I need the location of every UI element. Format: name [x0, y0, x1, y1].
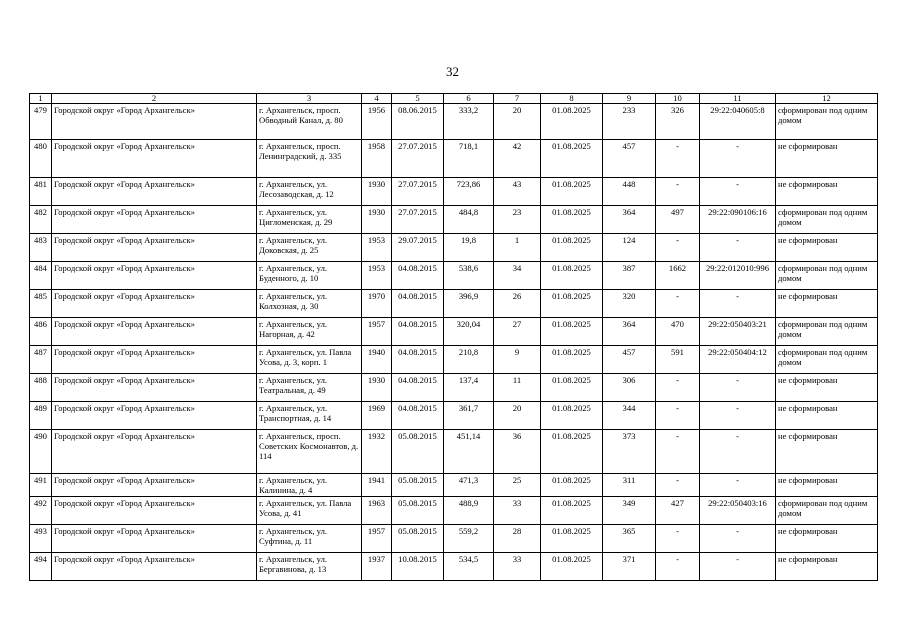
- value-cell: 349: [603, 497, 656, 525]
- year-cell: 1957: [362, 318, 392, 346]
- address-cell: г. Архангельск, просп. Ленинградский, д. 335: [257, 140, 362, 178]
- address-cell: г. Архангельск, ул. Павла Усова, д. 41: [257, 497, 362, 525]
- municipality-cell: Городской округ «Город Архангельск»: [52, 346, 257, 374]
- year-cell: 1940: [362, 346, 392, 374]
- table-row: [30, 430, 878, 474]
- status-cell: не сформирован: [776, 525, 878, 553]
- row-number: 479: [30, 104, 52, 140]
- area-cell: 210,8: [444, 346, 494, 374]
- residents-cell: 25: [494, 474, 541, 497]
- municipality-cell: Городской округ «Город Архангельск»: [52, 553, 257, 581]
- value-cell: 497: [656, 206, 700, 234]
- cadastral-number-cell: -: [700, 140, 776, 178]
- year-cell: 1958: [362, 140, 392, 178]
- column-header: 10: [656, 94, 700, 104]
- column-header: 4: [362, 94, 392, 104]
- table-row: [30, 178, 878, 206]
- value-cell: 470: [656, 318, 700, 346]
- value-cell: 365: [603, 525, 656, 553]
- deadline-cell: 01.08.2025: [541, 262, 603, 290]
- value-cell: 448: [603, 178, 656, 206]
- value-cell: 233: [603, 104, 656, 140]
- value-cell: 457: [603, 140, 656, 178]
- deadline-cell: 01.08.2025: [541, 104, 603, 140]
- status-cell: сформирован под одним домом: [776, 346, 878, 374]
- column-header: 9: [603, 94, 656, 104]
- date-cell: 05.08.2015: [392, 474, 444, 497]
- year-cell: 1957: [362, 525, 392, 553]
- status-cell: не сформирован: [776, 234, 878, 262]
- deadline-cell: 01.08.2025: [541, 474, 603, 497]
- header-row: [30, 94, 878, 104]
- cadastral-number-cell: -: [700, 553, 776, 581]
- municipality-cell: Городской округ «Город Архангельск»: [52, 525, 257, 553]
- municipality-cell: Городской округ «Город Архангельск»: [52, 290, 257, 318]
- year-cell: 1970: [362, 290, 392, 318]
- year-cell: 1930: [362, 374, 392, 402]
- area-cell: 451,14: [444, 430, 494, 474]
- date-cell: 05.08.2015: [392, 497, 444, 525]
- column-header: 3: [257, 94, 362, 104]
- area-cell: 396,9: [444, 290, 494, 318]
- value-cell: -: [656, 290, 700, 318]
- cadastral-number-cell: 29:22:050403:21: [700, 318, 776, 346]
- year-cell: 1941: [362, 474, 392, 497]
- date-cell: 29.07.2015: [392, 234, 444, 262]
- municipality-cell: Городской округ «Город Архангельск»: [52, 402, 257, 430]
- residents-cell: 26: [494, 290, 541, 318]
- cadastral-number-cell: -: [700, 290, 776, 318]
- cadastral-number-cell: 29:22:050403:16: [700, 497, 776, 525]
- date-cell: 04.08.2015: [392, 318, 444, 346]
- cadastral-number-cell: 29:22:012010:996: [700, 262, 776, 290]
- address-cell: г. Архангельск, ул. Колхозная, д. 30: [257, 290, 362, 318]
- status-cell: сформирован под одним домом: [776, 318, 878, 346]
- row-number: 484: [30, 262, 52, 290]
- address-cell: г. Архангельск, ул. Транспортная, д. 14: [257, 402, 362, 430]
- value-cell: -: [656, 234, 700, 262]
- date-cell: 04.08.2015: [392, 346, 444, 374]
- column-header: 5: [392, 94, 444, 104]
- row-number: 487: [30, 346, 52, 374]
- row-number: 483: [30, 234, 52, 262]
- cadastral-number-cell: -: [700, 474, 776, 497]
- table-body: [30, 104, 878, 581]
- municipality-cell: Городской округ «Город Архангельск»: [52, 234, 257, 262]
- row-number: 489: [30, 402, 52, 430]
- address-cell: г. Архангельск, ул. Цигломенская, д. 29: [257, 206, 362, 234]
- row-number: 482: [30, 206, 52, 234]
- value-cell: 311: [603, 474, 656, 497]
- table-row: [30, 374, 878, 402]
- residents-cell: 42: [494, 140, 541, 178]
- municipality-cell: Городской округ «Город Архангельск»: [52, 104, 257, 140]
- value-cell: 1662: [656, 262, 700, 290]
- deadline-cell: 01.08.2025: [541, 206, 603, 234]
- municipality-cell: Городской округ «Город Архангельск»: [52, 474, 257, 497]
- address-cell: г. Архангельск, ул. Театральная, д. 49: [257, 374, 362, 402]
- cadastral-number-cell: -: [700, 430, 776, 474]
- status-cell: сформирован под одним домом: [776, 262, 878, 290]
- address-cell: г. Архангельск, ул. Буденного, д. 10: [257, 262, 362, 290]
- status-cell: не сформирован: [776, 290, 878, 318]
- municipality-cell: Городской округ «Город Архангельск»: [52, 497, 257, 525]
- residents-cell: 11: [494, 374, 541, 402]
- deadline-cell: 01.08.2025: [541, 430, 603, 474]
- area-cell: 559,2: [444, 525, 494, 553]
- table-row: [30, 262, 878, 290]
- value-cell: 364: [603, 318, 656, 346]
- deadline-cell: 01.08.2025: [541, 178, 603, 206]
- column-header: 8: [541, 94, 603, 104]
- value-cell: 371: [603, 553, 656, 581]
- deadline-cell: 01.08.2025: [541, 290, 603, 318]
- area-cell: 471,3: [444, 474, 494, 497]
- municipality-cell: Городской округ «Город Архангельск»: [52, 206, 257, 234]
- status-cell: не сформирован: [776, 140, 878, 178]
- row-number: 490: [30, 430, 52, 474]
- value-cell: 427: [656, 497, 700, 525]
- row-number: 481: [30, 178, 52, 206]
- value-cell: 364: [603, 206, 656, 234]
- page-number: 32: [446, 64, 459, 79]
- address-cell: г. Архангельск, просп. Обводный Канал, д. 80: [257, 104, 362, 140]
- residents-cell: 36: [494, 430, 541, 474]
- value-cell: 124: [603, 234, 656, 262]
- value-cell: 373: [603, 430, 656, 474]
- table-row: [30, 346, 878, 374]
- status-cell: не сформирован: [776, 553, 878, 581]
- residents-cell: 33: [494, 553, 541, 581]
- date-cell: 05.08.2015: [392, 430, 444, 474]
- date-cell: 27.07.2015: [392, 206, 444, 234]
- date-cell: 08.06.2015: [392, 104, 444, 140]
- row-number: 485: [30, 290, 52, 318]
- status-cell: не сформирован: [776, 430, 878, 474]
- value-cell: -: [656, 474, 700, 497]
- column-header: 1: [30, 94, 52, 104]
- value-cell: 306: [603, 374, 656, 402]
- year-cell: 1932: [362, 430, 392, 474]
- municipality-cell: Городской округ «Город Архангельск»: [52, 318, 257, 346]
- cadastral-number-cell: -: [700, 234, 776, 262]
- row-number: 493: [30, 525, 52, 553]
- table-row: [30, 104, 878, 140]
- cadastral-number-cell: 29:22:040605:8: [700, 104, 776, 140]
- value-cell: 320: [603, 290, 656, 318]
- municipality-cell: Городской округ «Город Архангельск»: [52, 374, 257, 402]
- year-cell: 1930: [362, 206, 392, 234]
- address-cell: г. Архангельск, ул. Суфтина, д. 11: [257, 525, 362, 553]
- row-number: 494: [30, 553, 52, 581]
- deadline-cell: 01.08.2025: [541, 318, 603, 346]
- table-row: [30, 290, 878, 318]
- address-cell: г. Архангельск, ул. Бергавинова, д. 13: [257, 553, 362, 581]
- status-cell: не сформирован: [776, 402, 878, 430]
- address-cell: г. Архангельск, ул. Лесозаводская, д. 12: [257, 178, 362, 206]
- row-number: 492: [30, 497, 52, 525]
- year-cell: 1930: [362, 178, 392, 206]
- value-cell: -: [656, 178, 700, 206]
- area-cell: 488,9: [444, 497, 494, 525]
- value-cell: -: [656, 553, 700, 581]
- column-header: 2: [52, 94, 257, 104]
- column-header: 12: [776, 94, 878, 104]
- deadline-cell: 01.08.2025: [541, 140, 603, 178]
- address-cell: г. Архангельск, ул. Нагорная, д. 42: [257, 318, 362, 346]
- address-cell: г. Архангельск, ул. Павла Усова, д. 3, корп. 1: [257, 346, 362, 374]
- residents-cell: 9: [494, 346, 541, 374]
- date-cell: 04.08.2015: [392, 262, 444, 290]
- address-cell: г. Архангельск, ул. Доковская, д. 25: [257, 234, 362, 262]
- deadline-cell: 01.08.2025: [541, 553, 603, 581]
- year-cell: 1969: [362, 402, 392, 430]
- value-cell: 387: [603, 262, 656, 290]
- municipality-cell: Городской округ «Город Архангельск»: [52, 430, 257, 474]
- area-cell: 484,8: [444, 206, 494, 234]
- date-cell: 04.08.2015: [392, 374, 444, 402]
- area-cell: 320,04: [444, 318, 494, 346]
- area-cell: 534,5: [444, 553, 494, 581]
- area-cell: 723,86: [444, 178, 494, 206]
- address-cell: г. Архангельск, ул. Калинина, д. 4: [257, 474, 362, 497]
- status-cell: сформирован под одним домом: [776, 104, 878, 140]
- row-number: 486: [30, 318, 52, 346]
- table-row: [30, 402, 878, 430]
- deadline-cell: 01.08.2025: [541, 374, 603, 402]
- deadline-cell: 01.08.2025: [541, 234, 603, 262]
- value-cell: -: [656, 402, 700, 430]
- value-cell: -: [656, 140, 700, 178]
- year-cell: 1937: [362, 553, 392, 581]
- residents-cell: 20: [494, 104, 541, 140]
- residents-cell: 28: [494, 525, 541, 553]
- area-cell: 538,6: [444, 262, 494, 290]
- row-number: 491: [30, 474, 52, 497]
- column-header: 7: [494, 94, 541, 104]
- column-header: 11: [700, 94, 776, 104]
- residents-cell: 34: [494, 262, 541, 290]
- deadline-cell: 01.08.2025: [541, 525, 603, 553]
- value-cell: 591: [656, 346, 700, 374]
- value-cell: 326: [656, 104, 700, 140]
- table-row: [30, 318, 878, 346]
- residents-cell: 23: [494, 206, 541, 234]
- value-cell: -: [656, 430, 700, 474]
- value-cell: 457: [603, 346, 656, 374]
- year-cell: 1956: [362, 104, 392, 140]
- date-cell: 04.08.2015: [392, 290, 444, 318]
- year-cell: 1963: [362, 497, 392, 525]
- residents-cell: 33: [494, 497, 541, 525]
- row-number: 488: [30, 374, 52, 402]
- cadastral-number-cell: -: [700, 374, 776, 402]
- status-cell: не сформирован: [776, 178, 878, 206]
- date-cell: 27.07.2015: [392, 140, 444, 178]
- year-cell: 1953: [362, 262, 392, 290]
- row-number: 480: [30, 140, 52, 178]
- status-cell: не сформирован: [776, 474, 878, 497]
- address-cell: г. Архангельск, просп. Советских Космонавтов, д. 114: [257, 430, 362, 474]
- cadastral-number-cell: -: [700, 178, 776, 206]
- value-cell: -: [656, 374, 700, 402]
- table-row: [30, 474, 878, 497]
- value-cell: 344: [603, 402, 656, 430]
- residents-cell: 43: [494, 178, 541, 206]
- table-row: [30, 234, 878, 262]
- date-cell: 05.08.2015: [392, 525, 444, 553]
- municipality-cell: Городской округ «Город Архангельск»: [52, 178, 257, 206]
- status-cell: сформирован под одним домом: [776, 206, 878, 234]
- table-row: [30, 140, 878, 178]
- residents-cell: 27: [494, 318, 541, 346]
- status-cell: не сформирован: [776, 374, 878, 402]
- table-row: [30, 553, 878, 581]
- status-cell: сформирован под одним домом: [776, 497, 878, 525]
- column-header: 6: [444, 94, 494, 104]
- deadline-cell: 01.08.2025: [541, 402, 603, 430]
- deadline-cell: 01.08.2025: [541, 497, 603, 525]
- area-cell: 718,1: [444, 140, 494, 178]
- municipality-cell: Городской округ «Город Архангельск»: [52, 140, 257, 178]
- table-row: [30, 497, 878, 525]
- table-row: [30, 525, 878, 553]
- table-row: [30, 206, 878, 234]
- municipality-cell: Городской округ «Город Архангельск»: [52, 262, 257, 290]
- area-cell: 333,2: [444, 104, 494, 140]
- cadastral-number-cell: -: [700, 402, 776, 430]
- date-cell: 04.08.2015: [392, 402, 444, 430]
- date-cell: 10.08.2015: [392, 553, 444, 581]
- area-cell: 361,7: [444, 402, 494, 430]
- residents-cell: 1: [494, 234, 541, 262]
- residents-cell: 20: [494, 402, 541, 430]
- cadastral-number-cell: 29:22:090106:16: [700, 206, 776, 234]
- area-cell: 137,4: [444, 374, 494, 402]
- area-cell: 19,8: [444, 234, 494, 262]
- date-cell: 27.07.2015: [392, 178, 444, 206]
- registry-table: [29, 93, 878, 581]
- cadastral-number-cell: 29:22:050404:12: [700, 346, 776, 374]
- deadline-cell: 01.08.2025: [541, 346, 603, 374]
- value-cell: -: [656, 525, 700, 553]
- year-cell: 1953: [362, 234, 392, 262]
- cadastral-number-cell: -: [700, 525, 776, 553]
